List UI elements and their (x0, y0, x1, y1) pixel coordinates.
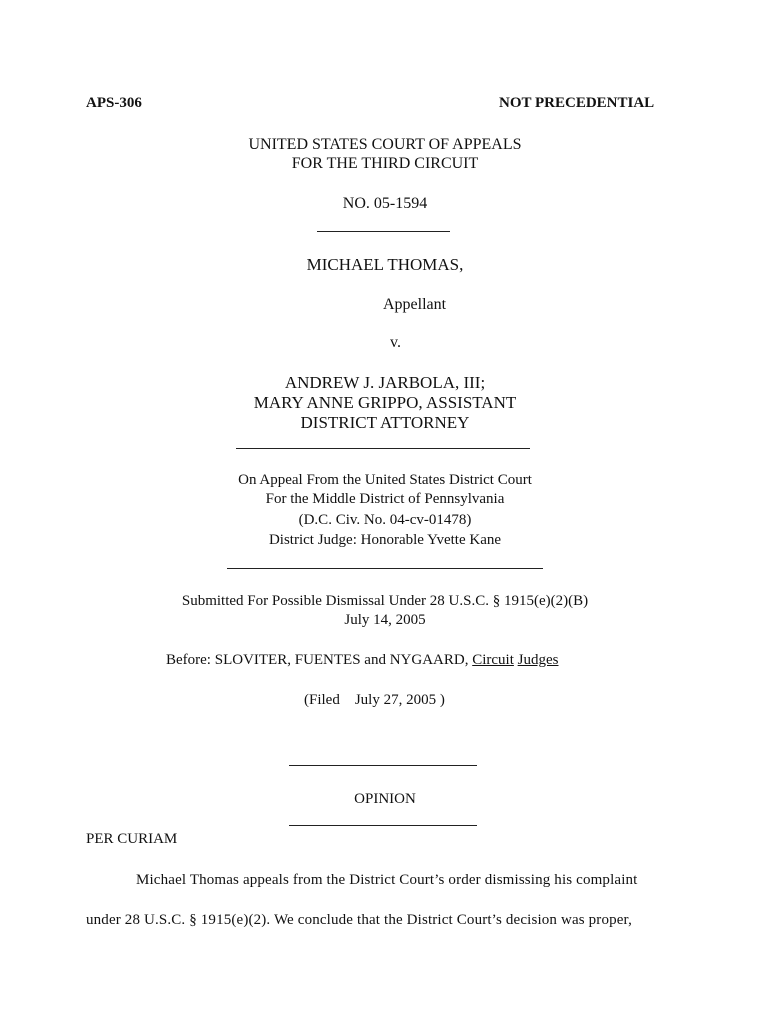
filed-label: (Filed (304, 692, 340, 708)
submission-line-1: Submitted For Possible Dismissal Under 28 U.S.C. § 1915(e)(2)(B) (181, 593, 589, 609)
panel-circuit: Circuit (472, 652, 514, 668)
appeal-info-line-4: District Judge: Honorable Yvette Kane (268, 532, 502, 548)
panel-judges: Before: SLOVITER, FUENTES and NYGAARD, (166, 652, 473, 668)
appellee-line-3: DISTRICT ATTORNEY (300, 413, 470, 432)
separator-rule (317, 231, 450, 232)
appellant-role: Appellant (383, 296, 447, 313)
filed-date: July 27, 2005 ) (354, 692, 445, 708)
case-number: NO. 05-1594 (342, 195, 428, 212)
court-name-line-2: FOR THE THIRD CIRCUIT (291, 155, 479, 172)
opinion-heading: OPINION (354, 791, 416, 807)
appeal-info-line-1: On Appeal From the United States District Court (238, 472, 532, 488)
filed-line (304, 692, 445, 709)
body-paragraph-line-2: under 28 U.S.C. § 1915(e)(2). We conclude that the District Court’s decision was proper, (86, 912, 632, 928)
versus: v. (390, 334, 401, 351)
separator-rule (227, 568, 543, 569)
precedential-status: NOT PRECEDENTIAL (499, 95, 655, 111)
appellee-line-1: ANDREW J. JARBOLA, III; (284, 373, 486, 392)
panel-line (166, 652, 558, 669)
docket-code: APS-306 (86, 95, 142, 111)
appellee-line-2: MARY ANNE GRIPPO, ASSISTANT (253, 393, 517, 412)
panel-judges-word: Judges (517, 652, 559, 668)
appellant-name: MICHAEL THOMAS, (306, 255, 464, 274)
per-curiam: PER CURIAM (86, 831, 178, 847)
separator-rule (289, 825, 477, 826)
submission-date: July 14, 2005 (344, 612, 426, 628)
court-name-line-1: UNITED STATES COURT OF APPEALS (248, 136, 522, 153)
appeal-info-line-3: (D.C. Civ. No. 04-cv-01478) (298, 512, 472, 528)
separator-rule (236, 448, 530, 449)
separator-rule (289, 765, 477, 766)
body-paragraph-line-1: Michael Thomas appeals from the District Court’s order dismissing his complaint (136, 872, 638, 888)
appeal-info-line-2: For the Middle District of Pennsylvania (265, 491, 505, 507)
